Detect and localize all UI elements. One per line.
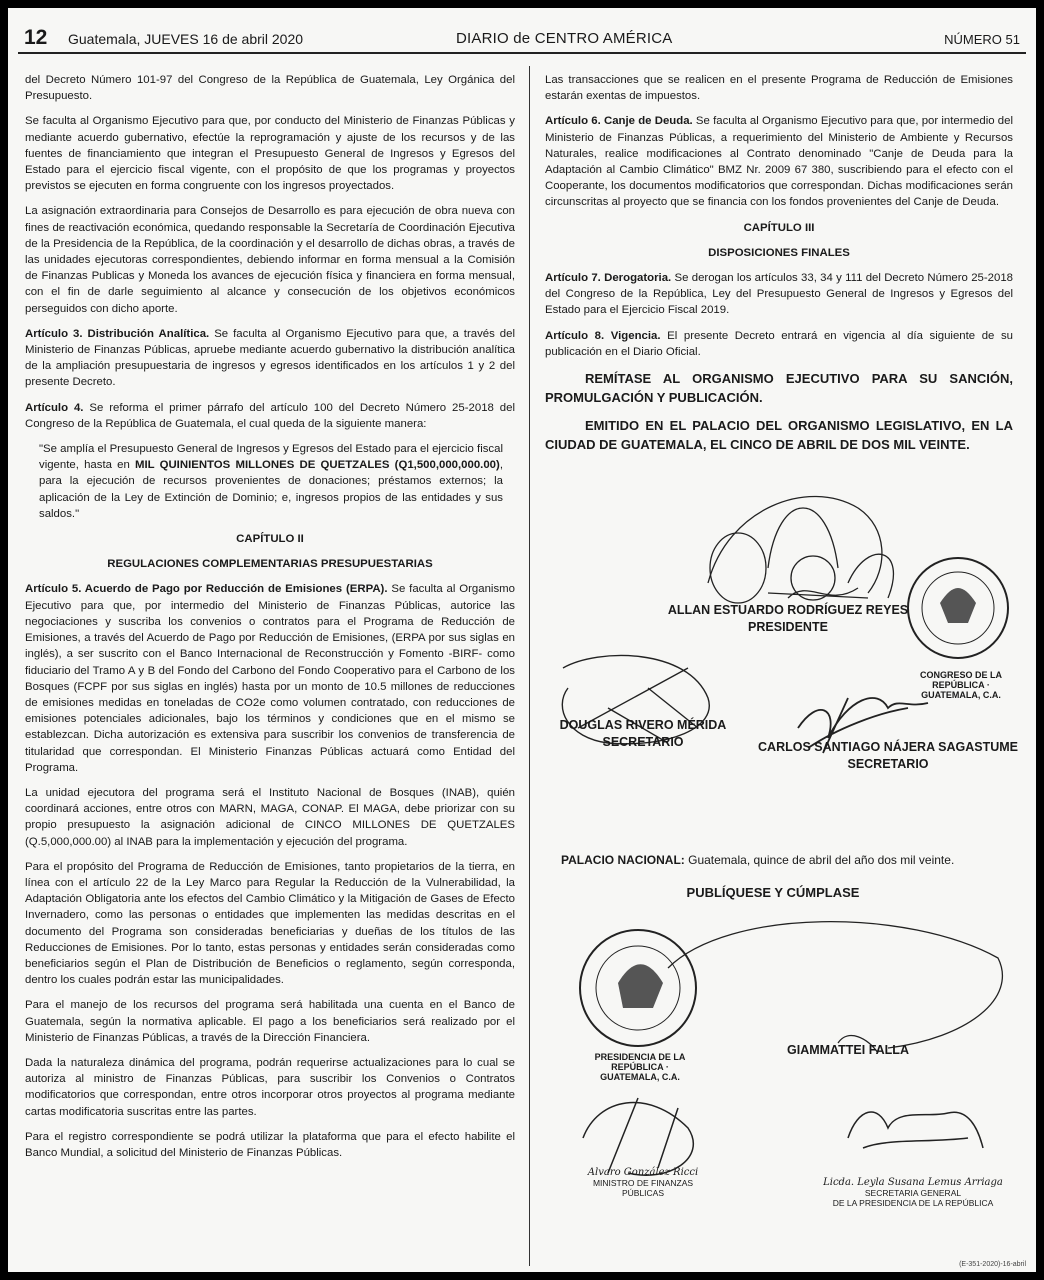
article-text: Se faculta al Organismo Ejecutivo para que, por intermedio del Ministerio de Finanzas Públicas, autorice las negociaciones y suscriba los convenios o contratos para el Programa de Reducción de Emisiones, a través del Acuerdo de Pago por Reducción de Emisiones, (ERPA por sus siglas en inglés), a ser suscrito con el Banco Internacional de Reconstrucción y Fomento -BIRF- como fiduciario del Tramo A y B del Fondo del Carbono del Fondo Cooperativo para el Carbono de los Bosques (FCPF por sus siglas en inglés) hasta por un monto de 10.5 millones de reducciones de emisiones medidas en toneladas de CO2e como volumen contratado, con reducciones de emisiones potenciales adicionales, bajo los términos y condiciones que en el mismo se establezcan. Dicha autorización es extensiva para suscribir los convenios de transferencia de titularidad que correspondan. El Ministerio Finanzas Públicas actuará como Entidad del Programa. — [25, 583, 515, 774]
paragraph: Se faculta al Organismo Ejecutivo para que, por conducto del Ministerio de Finanzas Públicas y mediante acuerdo gubernativo, efectúe la reprogramación y ajuste de los recursos y de las fuentes de financiamiento que integran el Presupuesto General de Ingresos y Egresos del Estado para el ejercicio fiscal vigente, con el propósito de que los programas y proyectos previstos se ejecuten en forma congruente con los ingresos proyectados. — [25, 115, 515, 193]
article-title: Artículo 4. — [25, 401, 84, 414]
signer-role: SECRETARIO — [602, 735, 684, 749]
signer-6 — [818, 1178, 1008, 1208]
chapter-title: DISPOSICIONES FINALES — [708, 246, 850, 259]
signer-name: DOUGLAS RIVERO MÉRIDA — [559, 718, 727, 732]
paragraph: del Decreto Número 101-97 del Congreso de la República de Guatemala, Ley Orgánica del Presupuesto. — [25, 74, 515, 103]
presidency-seal-text: PRESIDENCIA DE LA REPÚBLICA · GUATEMALA, C.A. — [594, 1052, 686, 1082]
signer-2 — [543, 717, 743, 751]
article-text: El presente Decreto entrará en vigencia al día siguiente de su publicación en el Diario Oficial. — [545, 329, 1014, 358]
signer-role: PÚBLICAS — [621, 1188, 665, 1198]
newspaper-title: DIARIO de CENTRO AMÉRICA — [456, 30, 673, 47]
quote-text: , para la ejecución de recursos provenientes de donaciones; préstamos externos; la aplicación de la Ley de Extinción de Dominio; e, ingresos propios de las entidades y sus saldos." — [39, 459, 503, 520]
signer-3 — [743, 739, 1033, 773]
signer-role: PRESIDENTE — [748, 620, 828, 634]
article-text: Se derogan los artículos 33, 34 y 111 del Decreto Número 25-2018 del Congreso de la República, Ley del Presupuesto General de Ingresos y Egresos del Estado para el Ejercicio Fiscal 2019. — [545, 272, 1013, 317]
signer-1 — [648, 602, 928, 636]
paragraph: La asignación extraordinaria para Consejos de Desarrollo es para ejecución de obra nueva con fines de reactivación económica, quedando responsable la Secretaría de Coordinación Ejecutiva de la Presidencia de la República, de la coordinación y el desarrollo de dichas obras, a través de las unidades ejecutoras correspondientes, debiendo informar en forma mensual a la Comisión de Finanzas Publicas y Moneda los avances de ejecución física y financiera en forma mensual, con el fin de darle seguimiento al alcance y consecución de los objetivos económicos perseguidos con dicho aporte. — [25, 205, 515, 315]
chapter-heading: CAPÍTULO II — [236, 533, 304, 546]
handwritten-name: Licda. Leyla Susana Lemus Arriaga — [823, 1177, 1003, 1188]
congress-seal-text: CONGRESO DE LA REPÚBLICA · GUATEMALA, C.A. — [919, 670, 1002, 700]
page-number: 12 — [24, 26, 48, 49]
signer-name: CARLOS SANTIAGO NÁJERA SAGASTUME — [758, 740, 1018, 754]
header-date: Guatemala, JUEVES 16 de abril 2020 — [68, 31, 304, 47]
president-republic-signature — [668, 922, 1002, 1053]
president-signature — [708, 497, 893, 603]
paragraph: Las transacciones que se realicen en el presente Programa de Reducción de Emisiones estarán exentas de impuestos. — [545, 74, 1013, 103]
article-text: Se reforma el primer párrafo del artículo 100 del Decreto Número 25-2018 del Congreso de la República de Guatemala, el cual queda de la siguiente manera: — [25, 401, 515, 430]
signer-role: SECRETARIO — [847, 757, 929, 771]
signer-5 — [568, 1168, 718, 1198]
quote-amount: MIL QUINIENTOS MILLONES DE QUETZALES (Q1,500,000,000.00) — [135, 459, 500, 472]
article-title: Artículo 7. Derogatoria. — [545, 272, 672, 285]
handwritten-name: Alvaro González Ricci — [587, 1167, 699, 1178]
article-title: Artículo 5. Acuerdo de Pago por Reducción de Emisiones (ERPA). — [25, 583, 388, 596]
issue-number: NÚMERO 51 — [944, 32, 1020, 47]
signer-role: SECRETARIA GENERAL — [864, 1188, 962, 1198]
article-text: Se faculta al Organismo Ejecutivo para que, a través del Ministerio de Finanzas Públicas, apruebe mediante acuerdo gubernativo la distribución analítica de la ampliación presupuestaria de ingresos y egresos identificados en los artículos 1 y 2 del presente Decreto. — [25, 327, 515, 389]
palacio-text: Guatemala, quince de abril del año dos mil veinte. — [684, 853, 955, 867]
quote-text: "Se amplía el Presupuesto General de Ingresos y Egresos del Estado para el ejercicio fiscal vigente, hasta en — [39, 443, 503, 472]
secretary-general-signature — [848, 1112, 983, 1148]
paragraph: Dada la naturaleza dinámica del programa, podrán requerirse actualizaciones para lo cual se autoriza al ministro de Finanzas Públicas, para suscribir los Convenios o Contratos modificatorios que correspondan, entre otros incorporar otros proyectos al programa mediante cartas modificatoria suscritas entre las partes. — [25, 1056, 515, 1118]
signer-name: ALLAN ESTUARDO RODRÍGUEZ REYES — [667, 603, 909, 617]
emitido-text: EMITIDO EN EL PALACIO DEL ORGANISMO LEGISLATIVO, EN LA CIUDAD DE GUATEMALA, EL CINCO DE ABRIL DE DOS MIL VEINTE. — [545, 418, 1013, 453]
presidency-seal — [580, 930, 696, 1046]
palacio-line — [561, 853, 1031, 867]
remitase-text: REMÍTASE AL ORGANISMO EJECUTIVO PARA SU SANCIÓN, PROMULGACIÓN Y PUBLICACIÓN. — [545, 371, 1013, 406]
palacio-label: PALACIO NACIONAL: — [561, 853, 685, 867]
signer-role: DE LA PRESIDENCIA DE LA REPÚBLICA — [832, 1198, 994, 1208]
signer-role: MINISTRO DE FINANZAS — [592, 1178, 694, 1188]
paragraph: Para el manejo de los recursos del programa será habilitada una cuenta en el Banco de Guatemala, según la normativa aplicable. El pago a los beneficiarios será realizado por el Ministerio de Finanzas Públicas, a través de la Dirección Financiera. — [25, 999, 515, 1044]
chapter-heading: CAPÍTULO III — [743, 221, 815, 234]
paragraph: Para el propósito del Programa de Reducción de Emisiones, tanto propietarios de la tierra, en línea con el artículo 22 de la Ley Marco para Regular la Reducción de la Vulnerabilidad, la Adaptación Obligatoria ante los efectos del Cambio Climático y la Mitigación de Gases de Efecto Invernadero, como las personas o entidades que implementen las medidas descritas en el documento del Programa son consideradas beneficiarias y dueñas de los títulos de las Reducciones de Emisiones. Por lo tanto, estas personas y entidades serán consideradas como beneficiarios según el Plan de Distribución de Beneficios o reglamento, según corresponda, dentro los cuales podrán estar las municipalidades. — [25, 860, 515, 987]
paragraph: La unidad ejecutora del programa será el Instituto Nacional de Bosques (INAB), quién coordinará acciones, entre otros con MARN, MAGA, CONAP. El MAGA, debe priorizar con su propio presupuesto la asignación adicional de CINCO MILLONES DE QUETZALES (Q.5,000,000.00) al INAB para la implementación y ejecución del programa. — [25, 786, 515, 848]
article-title: Artículo 6. Canje de Deuda. — [545, 115, 693, 128]
signer-4: GIAMMATTEI FALLA — [787, 1043, 909, 1057]
publiquese-heading: PUBLÍQUESE Y CÚMPLASE — [686, 885, 860, 900]
newspaper-page — [8, 8, 1036, 1272]
article-text: Se faculta al Organismo Ejecutivo para que, por intermedio del Ministerio de Finanzas Públicas, a requerimiento del Ministerio de Ambiente y Recursos Naturales, realice modificaciones al Contrato denominado "Canje de Deuda para la Adaptación al Cambio Climático" BMZ Nr. 2009 67 380, suscribiendo para el efecto con el Cooperante, los documentos modificatorios que correspondan. Dichas modificaciones serán circunscritas al proyecto que se financia con los fondos provenientes del Canje de Deuda. — [545, 115, 1013, 209]
publication-reference: (E-351-2020)-16-abril — [959, 1261, 1026, 1268]
article-title: Artículo 8. Vigencia. — [545, 329, 661, 342]
chapter-title: REGULACIONES COMPLEMENTARIAS PRESUPUESTARIAS — [107, 558, 433, 571]
finance-minister-signature — [583, 1098, 693, 1175]
article-title: Artículo 3. Distribución Analítica. — [25, 327, 210, 340]
paragraph: Para el registro correspondiente se podrá utilizar la plataforma que para el efecto habilite el Banco Mundial, a solicitud del Ministerio de Finanzas Públicas. — [25, 1130, 515, 1159]
signatures-layer — [8, 8, 1036, 1272]
